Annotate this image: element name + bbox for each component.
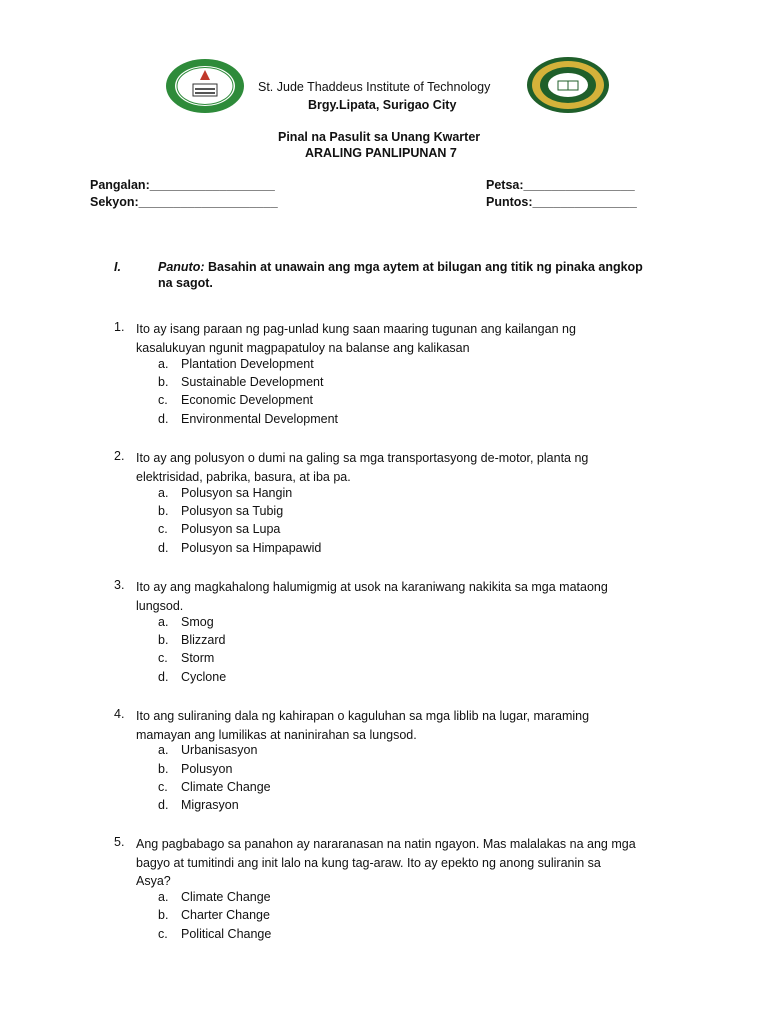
question-line: Ito ang suliraning dala ng kahirapan o kaguluhan sa mga liblib na lugar, maraming — [136, 709, 590, 723]
school-address: Brgy.Lipata, Surigao City — [308, 98, 457, 112]
question-text — [136, 835, 696, 891]
option-text: Polusyon sa Himpapawid — [181, 541, 322, 555]
option-letter: b. — [158, 762, 169, 776]
option-text: Political Change — [181, 927, 272, 941]
option-text: Polusyon sa Lupa — [181, 522, 281, 536]
option-text: Smog — [181, 615, 214, 629]
option-text: Polusyon — [181, 762, 233, 776]
option-text: Environmental Development — [181, 412, 339, 426]
answer-option[interactable] — [158, 486, 292, 500]
question-number: 3. — [114, 578, 125, 592]
score-field: Puntos:_______________ — [486, 195, 637, 209]
option-text: Economic Development — [181, 393, 314, 407]
option-text: Climate Change — [181, 890, 271, 904]
option-letter: a. — [158, 615, 169, 629]
option-letter: b. — [158, 504, 169, 518]
school-name: St. Jude Thaddeus Institute of Technology — [258, 80, 491, 94]
option-text: Climate Change — [181, 780, 271, 794]
option-letter: b. — [158, 633, 169, 647]
question-line: Asya? — [136, 874, 171, 888]
answer-option[interactable] — [158, 393, 313, 407]
answer-option[interactable] — [158, 615, 214, 629]
school-seal-icon — [165, 58, 245, 114]
instructions-number: I. — [114, 260, 121, 274]
question-line: Ito ay isang paraan ng pag-unlad kung saan maaring tugunan ang kailangan ng — [136, 322, 576, 336]
question-line: Ito ay ang magkahalong halumigmig at usok na karaniwang nakikita sa mga mataong — [136, 580, 608, 594]
option-letter: a. — [158, 743, 169, 757]
date-field: Petsa:________________ — [486, 178, 635, 192]
answer-option[interactable] — [158, 908, 270, 922]
section-field: Sekyon:____________________ — [90, 195, 278, 209]
answer-option[interactable] — [158, 927, 271, 941]
question-number: 4. — [114, 707, 125, 721]
option-text: Polusyon sa Hangin — [181, 486, 293, 500]
question-number: 5. — [114, 835, 125, 849]
option-text: Cyclone — [181, 670, 227, 684]
option-text: Blizzard — [181, 633, 226, 647]
option-letter: d. — [158, 541, 169, 555]
option-letter: b. — [158, 908, 169, 922]
answer-option[interactable] — [158, 890, 271, 904]
subject-title: ARALING PANLIPUNAN 7 — [305, 146, 457, 160]
option-letter: a. — [158, 486, 169, 500]
option-letter: c. — [158, 780, 168, 794]
option-letter: c. — [158, 522, 168, 536]
option-letter: d. — [158, 670, 169, 684]
option-letter: d. — [158, 412, 169, 426]
school-logo-right — [526, 56, 610, 114]
question-line: Ang pagbabago sa panahon ay nararanasan na natin ngayon. Mas malalakas na ang mga — [136, 837, 636, 851]
answer-option[interactable] — [158, 651, 214, 665]
option-letter: c. — [158, 393, 168, 407]
answer-option[interactable] — [158, 743, 257, 757]
department-seal-icon — [526, 56, 610, 114]
option-letter: d. — [158, 798, 169, 812]
answer-option[interactable] — [158, 798, 239, 812]
question-line: Ito ay ang polusyon o dumi na galing sa mga transportasyong de-motor, planta ng — [136, 451, 589, 465]
answer-option[interactable] — [158, 762, 232, 776]
question-text — [136, 578, 696, 615]
answer-option[interactable] — [158, 375, 323, 389]
question-number: 2. — [114, 449, 125, 463]
answer-option[interactable] — [158, 541, 321, 555]
question-text — [136, 707, 696, 744]
question-line: elektrisidad, pabrika, basura, at iba pa. — [136, 469, 351, 484]
question-line: mamayan ang lumilikas at naninirahan sa lungsod. — [136, 727, 417, 742]
instructions-text-2: na sagot. — [158, 276, 213, 290]
exam-title: Pinal na Pasulit sa Unang Kwarter — [278, 130, 481, 144]
question-line: kasalukuyan ngunit magpapatuloy na balanse ang kalikasan — [136, 340, 470, 355]
instructions — [158, 260, 643, 274]
instructions-text: Basahin at unawain ang mga aytem at bilugan ang titik ng pinaka angkop — [208, 260, 643, 274]
question-line: bagyo at tumitindi ang init lalo na kung tag-araw. Ito ay epekto ng anong suliranin sa — [136, 855, 601, 870]
name-field: Pangalan:__________________ — [90, 178, 275, 192]
answer-option[interactable] — [158, 357, 314, 371]
option-letter: c. — [158, 651, 168, 665]
question-text — [136, 320, 696, 357]
option-text: Migrasyon — [181, 798, 239, 812]
answer-option[interactable] — [158, 670, 226, 684]
option-text: Storm — [181, 651, 215, 665]
answer-option[interactable] — [158, 504, 283, 518]
option-letter: a. — [158, 890, 169, 904]
option-letter: b. — [158, 375, 169, 389]
option-text: Charter Change — [181, 908, 270, 922]
option-text: Polusyon sa Tubig — [181, 504, 284, 518]
question-number: 1. — [114, 320, 125, 334]
instructions-label: Panuto: — [158, 260, 205, 274]
answer-option[interactable] — [158, 633, 225, 647]
option-text: Urbanisasyon — [181, 743, 258, 757]
option-letter: a. — [158, 357, 169, 371]
question-line: lungsod. — [136, 598, 184, 613]
answer-option[interactable] — [158, 522, 280, 536]
option-letter: c. — [158, 927, 168, 941]
question-text — [136, 449, 696, 486]
answer-option[interactable] — [158, 412, 338, 426]
answer-option[interactable] — [158, 780, 271, 794]
option-text: Sustainable Development — [181, 375, 324, 389]
school-logo-left — [165, 58, 245, 114]
option-text: Plantation Development — [181, 357, 314, 371]
